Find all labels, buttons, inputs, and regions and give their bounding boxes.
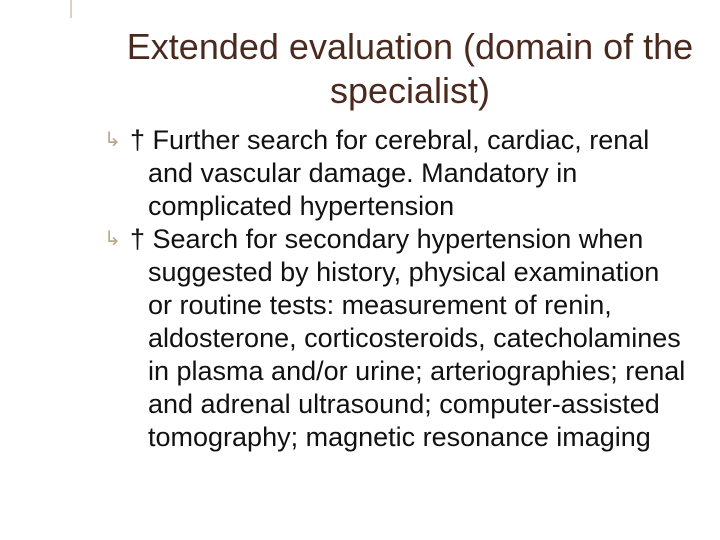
bullet-arrow-icon: ↳ [104,228,121,250]
slide-title: Extended evaluation (domain of the specialist) [126,26,694,111]
bullet-marker: † [130,224,153,254]
bullet-list [0,124,720,540]
bullet-text: Further search for cerebral, cardiac, renal and vascular damage. Mandatory in complicated hypertension [148,125,650,221]
bullet-arrow-icon: ↳ [104,129,121,151]
bullet-marker: † [130,125,153,155]
bullet-item [0,223,688,454]
bullet-item [0,124,688,223]
decorative-rule [70,0,72,18]
bullet-text: Search for secondary hypertension when suggested by history, physical examination or routine tests: measurement of renin, aldosterone, corticosteroids, catecholamines in plasma and/or urine; arteriographies; renal and adrenal ultrasound; computer-assisted tomography; magnetic resonance imaging [148,224,686,452]
